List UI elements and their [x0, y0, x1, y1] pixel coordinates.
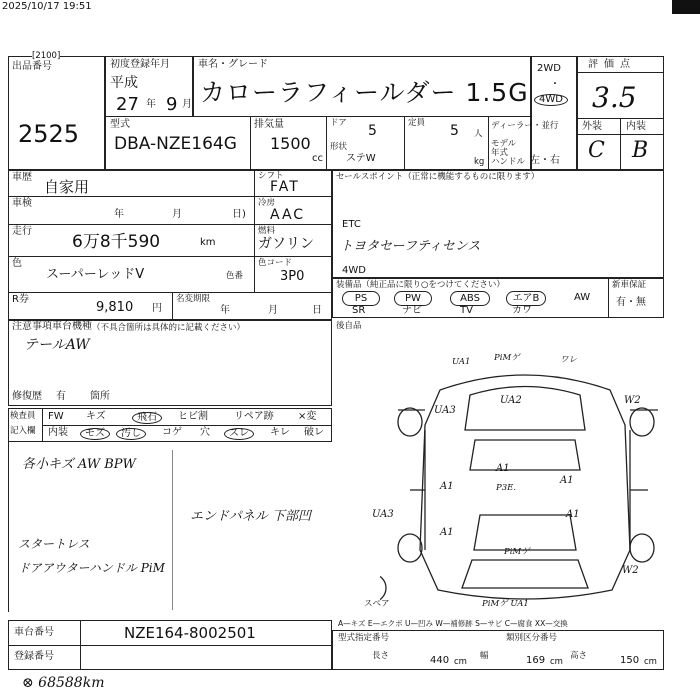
equip-ps: PS	[342, 291, 380, 306]
color-code-num-label: 色番	[226, 271, 244, 281]
height-label: 高さ	[570, 651, 588, 661]
sales-item-1: トヨタセーフティセンス	[340, 239, 481, 254]
inspector-a: 検査員	[10, 411, 36, 421]
displacement-value: 1500	[270, 134, 311, 153]
sheet-code: [2100]	[32, 51, 61, 61]
hand-note-2: エンドパネル 下部凹	[190, 509, 311, 524]
backseat-label: 後自品	[336, 321, 362, 331]
dmg-pse: P3E.	[496, 483, 517, 493]
width-unit: cm	[550, 657, 563, 667]
lot-label: 出品番号	[12, 61, 52, 72]
inspection-day: 日)	[232, 209, 246, 220]
shape-value: ステW	[346, 153, 376, 164]
equip-pw: PW	[394, 291, 432, 306]
dmg-ua1-top: UA1	[452, 357, 471, 367]
height-unit: cm	[644, 657, 657, 667]
registration-label: 初度登録年月	[110, 59, 170, 70]
check-tear: 破レ	[304, 427, 324, 438]
mileage-value: 6万8千590	[72, 232, 161, 252]
equip-leather: カワ	[512, 305, 532, 316]
interior-value: B	[632, 138, 649, 163]
capacity-label: 定員	[408, 118, 426, 128]
mileage-label: 走行	[12, 226, 32, 237]
registration-month: 9	[166, 94, 178, 115]
fuel-value: ガソリン	[258, 236, 314, 252]
sales-label: セールスポイント（正常に機能するものに限ります）	[336, 172, 540, 182]
hand-note-3: スタートレス	[18, 537, 90, 551]
handle-value: 左・右	[530, 155, 560, 166]
history-label: 車歴	[12, 172, 32, 183]
equip-aw: AW	[574, 292, 591, 303]
registration-year: 27	[116, 94, 139, 115]
shift-value: FAT	[270, 179, 300, 195]
dmg-bottom: PiMゲ UA1	[482, 599, 529, 609]
equip-navi: ナビ	[402, 305, 422, 316]
dmg-ua2: UA2	[500, 395, 522, 406]
print-timestamp: 2025/10/17 19:51	[2, 1, 92, 12]
aircon-label: 冷房	[258, 198, 276, 208]
name-change-label: 名変期限	[176, 294, 211, 304]
drive-4wd: 4WD	[534, 94, 568, 106]
check-hole: 穴	[200, 427, 210, 438]
model-value: DBA-NZE164G	[114, 134, 237, 154]
dmg-ua3-side: UA3	[372, 509, 394, 520]
color-code-value: 3P0	[280, 269, 305, 284]
corner-mark	[672, 0, 700, 14]
check-mozu: モズ	[80, 428, 110, 440]
warranty-value: 有・無	[616, 297, 646, 308]
equip-abs: ABS	[450, 291, 490, 306]
inspector-b: 記入欄	[10, 426, 36, 436]
check-x: ×変	[298, 411, 317, 422]
car-label: 車名・グレード	[198, 59, 268, 70]
aircon-value: AAC	[270, 207, 306, 223]
class-label: 類別区分番号	[506, 633, 558, 643]
check-kizu: キズ	[86, 411, 106, 422]
chassis-value: NZE164-8002501	[124, 624, 256, 642]
model-label: 型式	[110, 119, 130, 130]
sales-item-0: ETC	[342, 219, 361, 230]
reg-no-label: 登録番号	[14, 651, 54, 662]
dmg-a1-left: A1	[440, 481, 454, 492]
drive-dot: ・	[550, 79, 560, 90]
doors-label: ドア	[330, 118, 347, 128]
check-kire: キレ	[270, 427, 290, 438]
equipment-label: 装備品（純正品に限り○をつけてください）	[336, 280, 505, 290]
width-value: 169	[526, 655, 546, 666]
hand-note-1: 各小キズ AW BPW	[22, 457, 136, 472]
recycle-value: 9,810	[96, 300, 134, 315]
check-stone: 飛石	[132, 412, 162, 424]
width-label: 幅	[480, 651, 489, 661]
length-label: 長さ	[372, 651, 390, 661]
equip-sr: SR	[352, 305, 366, 316]
exterior-label: 外装	[582, 121, 602, 132]
type-label: 型式指定番号	[338, 633, 390, 643]
doors-value: 5	[368, 123, 377, 139]
check-koge: コゲ	[162, 427, 182, 438]
height-value: 150	[620, 655, 640, 666]
damage-legend: A—キズ E—エクボ U—凹み W—補修跡 S—サビ C—腐食 XX—交換	[338, 619, 568, 628]
dmg-ware: ワレ	[560, 355, 578, 365]
length-value: 440	[430, 655, 450, 666]
score-value: 3.5	[592, 81, 637, 114]
car-name: カローラフィールダー 1.5G	[200, 78, 529, 107]
check-dirt: 汚し	[116, 428, 146, 440]
recycle-unit: 円	[152, 303, 162, 314]
registration-era: 平成	[110, 75, 138, 91]
equip-tv: TV	[460, 305, 473, 316]
exterior-value: C	[588, 138, 605, 163]
color-code-label: 色コード	[258, 258, 293, 268]
chassis-label: 車台番号	[14, 627, 54, 638]
recycle-label: R券	[12, 294, 29, 305]
handle-label: ハンドル	[491, 157, 526, 167]
year-unit: 年	[146, 99, 156, 110]
fuel-label: 燃料	[258, 226, 276, 236]
dmg-w2-top: W2	[624, 395, 641, 406]
score-label: 評価点	[588, 59, 636, 70]
notes-label: 注意事項車台機種	[12, 321, 92, 332]
color-label: 色	[12, 258, 22, 269]
inspection-month: 月	[172, 209, 182, 220]
interior-label: 内装	[626, 121, 646, 132]
shape-label: 形状	[330, 142, 348, 152]
check-interior: 内装	[48, 427, 68, 438]
length-unit: cm	[454, 657, 467, 667]
dmg-w2-bottom: W2	[622, 565, 639, 576]
mileage-unit: km	[200, 237, 216, 248]
displacement-label: 排気量	[254, 119, 284, 130]
dmg-a1-lower-left: A1	[440, 527, 454, 538]
dmg-a1-roof: A1	[496, 463, 510, 474]
capacity-value: 5	[450, 123, 459, 139]
lot-number: 2525	[18, 120, 80, 148]
hand-note-4: ドアアウターハンドル PiM	[18, 561, 165, 575]
dealer-label: ディーラー・並行	[491, 121, 559, 131]
notes-hand: テールAW	[24, 337, 90, 353]
notes-sub: （不具合箇所は具体的に記載ください）	[92, 323, 246, 333]
spare-label: スペア	[364, 599, 390, 609]
model-year-label: モデル年式	[491, 139, 517, 158]
equip-airbag: エアB	[506, 291, 546, 306]
check-repair: リペア跡	[234, 411, 274, 422]
dmg-pimg-rear: PiMゲ	[504, 547, 530, 557]
capacity-unit: 人	[474, 129, 483, 139]
repair-suffix: 箇所	[90, 391, 110, 402]
dmg-a1-lower-right: A1	[566, 509, 580, 520]
dmg-pimg-top: PiMゲ	[494, 353, 520, 363]
color-value: スーパーレッドV	[46, 267, 145, 282]
check-fw: FW	[48, 411, 64, 422]
sales-item-2: 4WD	[342, 265, 366, 276]
sales-frame	[332, 170, 664, 278]
inspection-label: 車検	[12, 198, 32, 209]
load-unit: kg	[474, 157, 485, 167]
shift-label: シフト	[258, 171, 284, 181]
footer-mileage: ⊗ 68588km	[22, 675, 105, 691]
nc-month: 月	[268, 305, 278, 316]
header-frame	[8, 56, 664, 170]
nc-day: 日	[312, 305, 322, 316]
history-value: 自家用	[44, 178, 90, 196]
check-sure: スレ	[224, 428, 254, 440]
dmg-a1-right: A1	[560, 475, 574, 486]
drive-2wd: 2WD	[537, 63, 561, 74]
repair-label: 修復歴	[12, 391, 42, 402]
repair-value: 有	[56, 391, 66, 402]
month-unit: 月	[182, 99, 192, 110]
dmg-ua3-front: UA3	[434, 405, 456, 416]
nc-year: 年	[220, 305, 230, 316]
inspection-year: 年	[114, 209, 124, 220]
check-crack: ヒビ割	[178, 411, 208, 422]
warranty-label: 新車保証	[612, 280, 647, 290]
displacement-unit: cc	[312, 153, 323, 164]
